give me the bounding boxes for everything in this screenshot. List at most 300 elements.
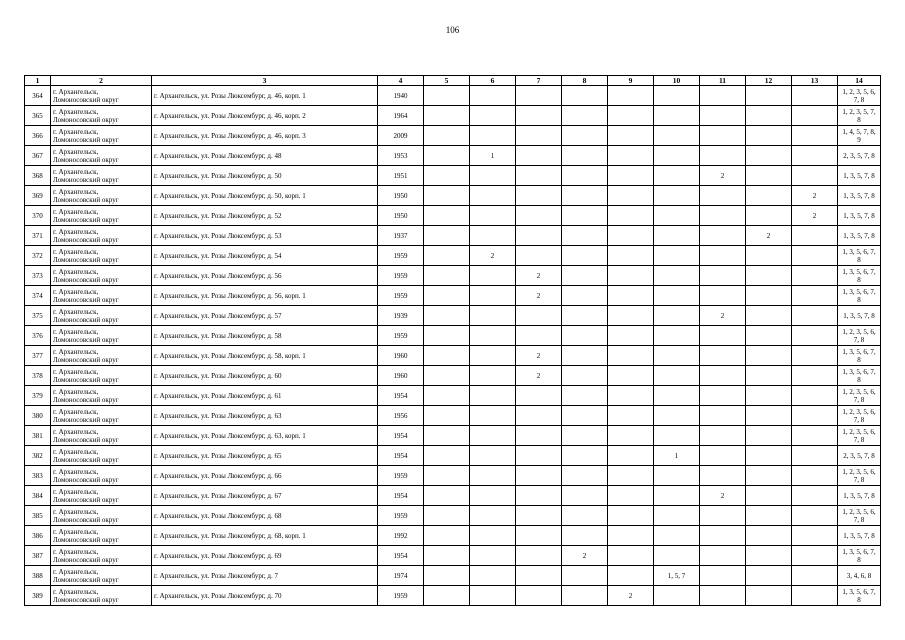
address-cell: г. Архангельск, ул. Розы Люксембург, д. 63 — [152, 406, 378, 426]
col-12-cell — [746, 526, 792, 546]
district-cell: г. Архангельск, Ломоносовский округ — [51, 546, 152, 566]
col-11-cell — [700, 146, 746, 166]
col-8-cell — [562, 346, 608, 366]
row-number: 386 — [25, 526, 51, 546]
col-12-cell — [746, 126, 792, 146]
table-row — [25, 126, 881, 146]
housing-register-table — [24, 75, 881, 606]
col-9-cell — [608, 286, 654, 306]
codes-cell: 1, 2, 3, 5, 6, 7, 8 — [838, 506, 881, 526]
year-cell: 1992 — [378, 526, 424, 546]
col-12-cell — [746, 426, 792, 446]
col-5-cell — [424, 586, 470, 606]
col-12-cell — [746, 466, 792, 486]
row-number: 367 — [25, 146, 51, 166]
row-number: 376 — [25, 326, 51, 346]
codes-cell: 1, 3, 5, 7, 8 — [838, 226, 881, 246]
col-7-cell — [516, 466, 562, 486]
col-6-cell — [470, 166, 516, 186]
col-12-cell — [746, 386, 792, 406]
codes-cell: 1, 4, 5, 7, 8, 9 — [838, 126, 881, 146]
col-8-cell — [562, 566, 608, 586]
col-13-cell — [792, 286, 838, 306]
col-8-cell — [562, 506, 608, 526]
col-5-cell — [424, 146, 470, 166]
col-5-cell — [424, 466, 470, 486]
col-13-cell — [792, 486, 838, 506]
col-5-cell — [424, 386, 470, 406]
col-9-cell — [608, 166, 654, 186]
col-11-cell — [700, 266, 746, 286]
col-8-cell — [562, 246, 608, 266]
address-cell: г. Архангельск, ул. Розы Люксембург, д. 56, корп. 1 — [152, 286, 378, 306]
address-cell: г. Архангельск, ул. Розы Люксембург, д. 63, корп. 1 — [152, 426, 378, 446]
table-row — [25, 186, 881, 206]
col-8-cell — [562, 286, 608, 306]
col-5-cell — [424, 366, 470, 386]
address-cell: г. Архангельск, ул. Розы Люксембург, д. 61 — [152, 386, 378, 406]
district-cell: г. Архангельск, Ломоносовский округ — [51, 86, 152, 106]
col-13-cell — [792, 386, 838, 406]
address-cell: г. Архангельск, ул. Розы Люксембург, д. 46, корп. 2 — [152, 106, 378, 126]
col-10-cell — [654, 286, 700, 306]
col-5-cell — [424, 266, 470, 286]
year-cell: 1974 — [378, 566, 424, 586]
row-number: 389 — [25, 586, 51, 606]
col-6-cell — [470, 206, 516, 226]
col-7-cell — [516, 546, 562, 566]
year-cell: 1956 — [378, 406, 424, 426]
col-6-cell — [470, 266, 516, 286]
col-6-cell — [470, 466, 516, 486]
col-9-cell — [608, 246, 654, 266]
col-10-cell — [654, 106, 700, 126]
page-number: 106 — [445, 25, 460, 35]
col-11-cell — [700, 186, 746, 206]
col-11-cell — [700, 386, 746, 406]
col-11-cell — [700, 226, 746, 246]
table-row — [25, 366, 881, 386]
col-8-cell — [562, 446, 608, 466]
row-number: 380 — [25, 406, 51, 426]
district-cell: г. Архангельск, Ломоносовский округ — [51, 246, 152, 266]
col-7-cell — [516, 446, 562, 466]
col-6-cell: 1 — [470, 146, 516, 166]
col-9-cell — [608, 486, 654, 506]
codes-cell: 1, 2, 3, 5, 6, 7, 8 — [838, 406, 881, 426]
district-cell: г. Архангельск, Ломоносовский округ — [51, 126, 152, 146]
col-7-cell — [516, 406, 562, 426]
col-10-cell — [654, 266, 700, 286]
column-header-12: 12 — [746, 76, 792, 86]
col-9-cell — [608, 326, 654, 346]
row-number: 375 — [25, 306, 51, 326]
col-13-cell — [792, 306, 838, 326]
year-cell: 1959 — [378, 466, 424, 486]
col-13-cell — [792, 366, 838, 386]
col-11-cell: 2 — [700, 486, 746, 506]
col-11-cell — [700, 446, 746, 466]
col-7-cell — [516, 566, 562, 586]
col-10-cell — [654, 406, 700, 426]
col-6-cell — [470, 306, 516, 326]
col-11-cell — [700, 406, 746, 426]
codes-cell: 1, 3, 5, 6, 7, 8 — [838, 586, 881, 606]
district-cell: г. Архангельск, Ломоносовский округ — [51, 486, 152, 506]
table-row — [25, 566, 881, 586]
table-row — [25, 446, 881, 466]
address-cell: г. Архангельск, ул. Розы Люксембург, д. 48 — [152, 146, 378, 166]
district-cell: г. Архангельск, Ломоносовский округ — [51, 166, 152, 186]
col-7-cell — [516, 166, 562, 186]
col-6-cell — [470, 406, 516, 426]
row-number: 371 — [25, 226, 51, 246]
table-row — [25, 166, 881, 186]
district-cell: г. Архангельск, Ломоносовский округ — [51, 406, 152, 426]
col-5-cell — [424, 506, 470, 526]
col-13-cell — [792, 426, 838, 446]
col-8-cell — [562, 526, 608, 546]
col-12-cell — [746, 286, 792, 306]
address-cell: г. Архангельск, ул. Розы Люксембург, д. 65 — [152, 446, 378, 466]
year-cell: 1954 — [378, 426, 424, 446]
codes-cell: 1, 3, 5, 7, 8 — [838, 306, 881, 326]
col-7-cell — [516, 326, 562, 346]
col-11-cell — [700, 346, 746, 366]
codes-cell: 1, 2, 3, 5, 6, 7, 8 — [838, 326, 881, 346]
district-cell: г. Архангельск, Ломоносовский округ — [51, 286, 152, 306]
col-12-cell — [746, 186, 792, 206]
year-cell: 1959 — [378, 506, 424, 526]
col-9-cell — [608, 346, 654, 366]
year-cell: 1950 — [378, 186, 424, 206]
table-row — [25, 206, 881, 226]
col-12-cell — [746, 586, 792, 606]
col-8-cell — [562, 166, 608, 186]
col-9-cell — [608, 86, 654, 106]
col-5-cell — [424, 246, 470, 266]
year-cell: 1959 — [378, 586, 424, 606]
col-8-cell — [562, 266, 608, 286]
address-cell: г. Архангельск, ул. Розы Люксембург, д. 52 — [152, 206, 378, 226]
col-7-cell — [516, 586, 562, 606]
address-cell: г. Архангельск, ул. Розы Люксембург, д. 68, корп. 1 — [152, 526, 378, 546]
row-number: 379 — [25, 386, 51, 406]
table-row — [25, 106, 881, 126]
address-cell: г. Архангельск, ул. Розы Люксембург, д. 46, корп. 1 — [152, 86, 378, 106]
col-9-cell — [608, 126, 654, 146]
col-13-cell: 2 — [792, 206, 838, 226]
year-cell: 1950 — [378, 206, 424, 226]
col-6-cell — [470, 526, 516, 546]
row-number: 365 — [25, 106, 51, 126]
col-8-cell — [562, 146, 608, 166]
col-7-cell — [516, 86, 562, 106]
col-10-cell — [654, 426, 700, 446]
col-12-cell — [746, 406, 792, 426]
column-header-6: 6 — [470, 76, 516, 86]
col-5-cell — [424, 486, 470, 506]
col-12-cell — [746, 506, 792, 526]
col-8-cell — [562, 206, 608, 226]
column-header-9: 9 — [608, 76, 654, 86]
district-cell: г. Архангельск, Ломоносовский округ — [51, 386, 152, 406]
codes-cell: 1, 3, 5, 6, 7, 8 — [838, 366, 881, 386]
codes-cell: 2, 3, 5, 7, 8 — [838, 146, 881, 166]
col-8-cell: 2 — [562, 546, 608, 566]
column-header-13: 13 — [792, 76, 838, 86]
col-7-cell — [516, 226, 562, 246]
col-13-cell — [792, 266, 838, 286]
year-cell: 1959 — [378, 246, 424, 266]
col-6-cell: 2 — [470, 246, 516, 266]
col-13-cell — [792, 406, 838, 426]
address-cell: г. Архангельск, ул. Розы Люксембург, д. 70 — [152, 586, 378, 606]
col-13-cell — [792, 546, 838, 566]
col-12-cell — [746, 566, 792, 586]
table-row — [25, 426, 881, 446]
col-13-cell: 2 — [792, 186, 838, 206]
address-cell: г. Архангельск, ул. Розы Люксембург, д. 53 — [152, 226, 378, 246]
address-cell: г. Архангельск, ул. Розы Люксембург, д. 58, корп. 1 — [152, 346, 378, 366]
col-12-cell — [746, 306, 792, 326]
col-12-cell — [746, 346, 792, 366]
col-8-cell — [562, 326, 608, 346]
col-7-cell — [516, 206, 562, 226]
table-row — [25, 526, 881, 546]
row-number: 388 — [25, 566, 51, 586]
address-cell: г. Архангельск, ул. Розы Люксембург, д. 57 — [152, 306, 378, 326]
year-cell: 1954 — [378, 546, 424, 566]
col-5-cell — [424, 306, 470, 326]
col-7-cell — [516, 186, 562, 206]
col-7-cell: 2 — [516, 286, 562, 306]
col-7-cell: 2 — [516, 346, 562, 366]
col-9-cell — [608, 226, 654, 246]
col-11-cell — [700, 206, 746, 226]
col-5-cell — [424, 166, 470, 186]
district-cell: г. Архангельск, Ломоносовский округ — [51, 466, 152, 486]
col-6-cell — [470, 106, 516, 126]
year-cell: 1959 — [378, 326, 424, 346]
col-8-cell — [562, 386, 608, 406]
district-cell: г. Архангельск, Ломоносовский округ — [51, 186, 152, 206]
column-header-10: 10 — [654, 76, 700, 86]
col-11-cell — [700, 246, 746, 266]
table-row — [25, 486, 881, 506]
col-10-cell — [654, 86, 700, 106]
table-row — [25, 146, 881, 166]
row-number: 370 — [25, 206, 51, 226]
address-cell: г. Архангельск, ул. Розы Люксембург, д. 69 — [152, 546, 378, 566]
table-row — [25, 386, 881, 406]
col-8-cell — [562, 126, 608, 146]
col-12-cell — [746, 86, 792, 106]
row-number: 364 — [25, 86, 51, 106]
col-7-cell — [516, 146, 562, 166]
col-9-cell — [608, 206, 654, 226]
col-13-cell — [792, 466, 838, 486]
col-13-cell — [792, 126, 838, 146]
col-11-cell — [700, 86, 746, 106]
table-row — [25, 326, 881, 346]
codes-cell: 1, 3, 5, 6, 7, 8 — [838, 246, 881, 266]
district-cell: г. Архангельск, Ломоносовский округ — [51, 426, 152, 446]
row-number: 378 — [25, 366, 51, 386]
col-6-cell — [470, 386, 516, 406]
col-6-cell — [470, 546, 516, 566]
col-13-cell — [792, 326, 838, 346]
row-number: 369 — [25, 186, 51, 206]
col-10-cell — [654, 506, 700, 526]
address-cell: г. Архангельск, ул. Розы Люксембург, д. 68 — [152, 506, 378, 526]
year-cell: 1960 — [378, 366, 424, 386]
year-cell: 1960 — [378, 346, 424, 366]
district-cell: г. Архангельск, Ломоносовский округ — [51, 506, 152, 526]
col-7-cell — [516, 506, 562, 526]
codes-cell: 1, 2, 3, 5, 6, 7, 8 — [838, 86, 881, 106]
col-6-cell — [470, 506, 516, 526]
col-7-cell — [516, 386, 562, 406]
col-8-cell — [562, 226, 608, 246]
col-7-cell — [516, 246, 562, 266]
address-cell: г. Архангельск, ул. Розы Люксембург, д. 67 — [152, 486, 378, 506]
col-12-cell — [746, 546, 792, 566]
col-10-cell: 1, 5, 7 — [654, 566, 700, 586]
codes-cell: 2, 3, 5, 7, 8 — [838, 446, 881, 466]
col-12-cell — [746, 446, 792, 466]
col-7-cell: 2 — [516, 266, 562, 286]
codes-cell: 1, 3, 5, 7, 8 — [838, 166, 881, 186]
table-row — [25, 266, 881, 286]
col-5-cell — [424, 426, 470, 446]
col-6-cell — [470, 366, 516, 386]
row-number: 384 — [25, 486, 51, 506]
col-12-cell — [746, 246, 792, 266]
row-number: 385 — [25, 506, 51, 526]
col-8-cell — [562, 406, 608, 426]
col-5-cell — [424, 346, 470, 366]
column-header-11: 11 — [700, 76, 746, 86]
col-6-cell — [470, 326, 516, 346]
col-8-cell — [562, 426, 608, 446]
col-7-cell — [516, 306, 562, 326]
col-9-cell — [608, 546, 654, 566]
row-number: 368 — [25, 166, 51, 186]
col-9-cell — [608, 306, 654, 326]
column-header-5: 5 — [424, 76, 470, 86]
col-13-cell — [792, 226, 838, 246]
column-header-8: 8 — [562, 76, 608, 86]
year-cell: 1953 — [378, 146, 424, 166]
col-10-cell — [654, 206, 700, 226]
col-5-cell — [424, 526, 470, 546]
col-10-cell — [654, 306, 700, 326]
col-8-cell — [562, 366, 608, 386]
col-9-cell — [608, 566, 654, 586]
table-row — [25, 246, 881, 266]
col-11-cell — [700, 506, 746, 526]
district-cell: г. Архангельск, Ломоносовский округ — [51, 226, 152, 246]
col-13-cell — [792, 346, 838, 366]
address-cell: г. Архангельск, ул. Розы Люксембург, д. 58 — [152, 326, 378, 346]
col-8-cell — [562, 106, 608, 126]
col-11-cell — [700, 426, 746, 446]
col-7-cell — [516, 126, 562, 146]
table-row — [25, 226, 881, 246]
col-5-cell — [424, 566, 470, 586]
year-cell: 1954 — [378, 446, 424, 466]
col-5-cell — [424, 206, 470, 226]
col-8-cell — [562, 486, 608, 506]
col-7-cell: 2 — [516, 366, 562, 386]
col-6-cell — [470, 586, 516, 606]
col-6-cell — [470, 346, 516, 366]
column-header-2: 2 — [51, 76, 152, 86]
row-number: 373 — [25, 266, 51, 286]
table-row — [25, 586, 881, 606]
codes-cell: 1, 3, 5, 6, 7, 8 — [838, 546, 881, 566]
col-10-cell — [654, 226, 700, 246]
codes-cell: 1, 2, 3, 5, 6, 7, 8 — [838, 466, 881, 486]
year-cell: 1959 — [378, 286, 424, 306]
col-5-cell — [424, 446, 470, 466]
col-5-cell — [424, 326, 470, 346]
address-cell: г. Архангельск, ул. Розы Люксембург, д. 60 — [152, 366, 378, 386]
address-cell: г. Архангельск, ул. Розы Люксембург, д. 56 — [152, 266, 378, 286]
col-13-cell — [792, 166, 838, 186]
col-6-cell — [470, 86, 516, 106]
column-number-row — [25, 76, 881, 86]
row-number: 387 — [25, 546, 51, 566]
col-6-cell — [470, 186, 516, 206]
table-row — [25, 286, 881, 306]
col-11-cell — [700, 286, 746, 306]
year-cell: 1937 — [378, 226, 424, 246]
codes-cell: 1, 3, 5, 7, 8 — [838, 526, 881, 546]
col-5-cell — [424, 286, 470, 306]
codes-cell: 1, 3, 5, 7, 8 — [838, 486, 881, 506]
codes-cell: 3, 4, 6, 8 — [838, 566, 881, 586]
address-cell: г. Архангельск, ул. Розы Люксембург, д. 50, корп. 1 — [152, 186, 378, 206]
col-8-cell — [562, 186, 608, 206]
col-12-cell — [746, 486, 792, 506]
col-11-cell: 2 — [700, 166, 746, 186]
col-5-cell — [424, 406, 470, 426]
year-cell: 1939 — [378, 306, 424, 326]
codes-cell: 1, 2, 3, 5, 6, 7, 8 — [838, 426, 881, 446]
col-6-cell — [470, 426, 516, 446]
col-9-cell — [608, 186, 654, 206]
codes-cell: 1, 3, 5, 6, 7, 8 — [838, 266, 881, 286]
district-cell: г. Архангельск, Ломоносовский округ — [51, 586, 152, 606]
table-row — [25, 306, 881, 326]
address-cell: г. Архангельск, ул. Розы Люксембург, д. 50 — [152, 166, 378, 186]
col-10-cell: 1 — [654, 446, 700, 466]
year-cell: 1954 — [378, 386, 424, 406]
column-header-7: 7 — [516, 76, 562, 86]
col-8-cell — [562, 586, 608, 606]
col-9-cell — [608, 506, 654, 526]
district-cell: г. Архангельск, Ломоносовский округ — [51, 446, 152, 466]
col-9-cell — [608, 266, 654, 286]
district-cell: г. Архангельск, Ломоносовский округ — [51, 566, 152, 586]
col-9-cell — [608, 526, 654, 546]
col-11-cell — [700, 326, 746, 346]
col-7-cell — [516, 526, 562, 546]
col-9-cell — [608, 466, 654, 486]
col-10-cell — [654, 546, 700, 566]
